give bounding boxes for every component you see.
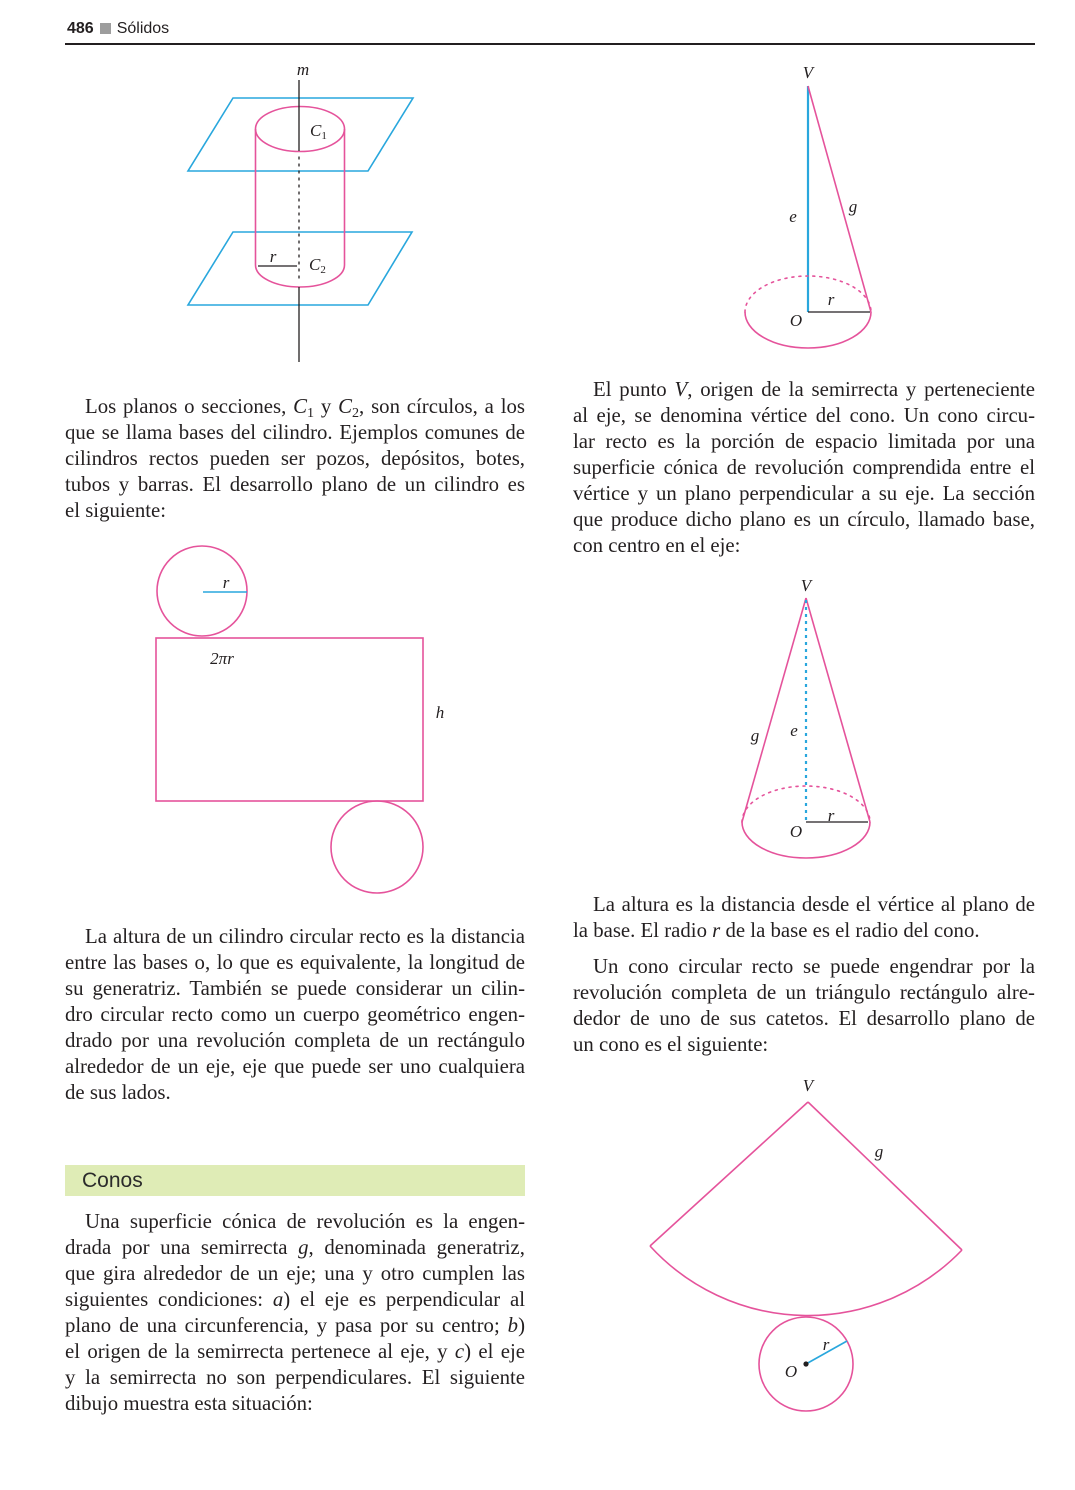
text-line (573, 1032, 1035, 1058)
text-line (65, 1028, 525, 1054)
cylinder-sections-figure (188, 60, 413, 362)
text-run: y (314, 395, 339, 418)
generatrix-line (808, 86, 871, 312)
text-run: drada por una semirrecta (65, 1236, 299, 1259)
bottom-base-arc (256, 265, 345, 287)
generatrix-label: g (874, 1142, 884, 1161)
cone-axis-figure (745, 63, 871, 348)
sector-edge-left (650, 1102, 808, 1246)
text-run: el siguiente: (65, 499, 167, 522)
chapter-title: Sólidos (116, 20, 170, 37)
text-run: ) el eje es perpendicular al (283, 1288, 526, 1311)
math-variable: c (454, 1340, 465, 1363)
text-run: ) (518, 1314, 525, 1337)
text-line (573, 455, 1035, 481)
math-variable: a (272, 1288, 284, 1311)
text-run: ) el eje (464, 1340, 526, 1363)
text-run: drado por una revolución completa de un rectángulo (65, 1029, 525, 1052)
text-run: , denominada generatriz, (308, 1236, 525, 1259)
height-label: e (790, 721, 798, 740)
cone-vertex-paragraph (573, 377, 1035, 559)
text-run: que produce dicho plano es un círculo, llamado base, (573, 508, 1035, 531)
text-run: El punto (593, 378, 675, 401)
text-line (573, 892, 1035, 918)
bottom-base-circle (331, 801, 423, 893)
text-run: de la base es el radio del cono. (720, 919, 980, 942)
text-run: y la semirrecta no son perpendiculares. El siguiente (65, 1366, 525, 1389)
text-run: el origen de la semirrecta pertenece al eje, y (65, 1340, 455, 1363)
cone-generation-paragraph (573, 954, 1035, 1058)
cone-height-paragraph (573, 892, 1035, 944)
text-run: un cono es el siguiente: (573, 1033, 769, 1056)
top-base-circle (256, 107, 345, 152)
text-line (65, 976, 525, 1002)
sector-arc (650, 1246, 962, 1316)
generatrix-left (742, 598, 806, 822)
bottom-section-index: 2 (320, 264, 326, 276)
cone-net-figure (650, 1076, 962, 1411)
text-run: la base. El radio (573, 919, 713, 942)
text-line (573, 507, 1035, 533)
page-number: 486 (67, 20, 94, 37)
vertex-label: V (802, 63, 814, 82)
text-line (573, 481, 1035, 507)
text-run: dedor de uno de sus catetos. El desarrollo plano de (573, 1007, 1035, 1030)
text-line (65, 1002, 525, 1028)
text-line (65, 1054, 525, 1080)
radius-label: r (827, 806, 835, 825)
math-variable: V (674, 378, 688, 401)
text-line (65, 498, 525, 524)
text-run: superficie cónica de revolución comprendida entre el (573, 456, 1035, 479)
text-run: su generatriz. También se puede considerar un cilin- (65, 977, 525, 1000)
text-run: Una superficie cónica de revolución es la engen- (85, 1210, 525, 1233)
lateral-rectangle (156, 638, 423, 801)
center-label: O (784, 1362, 798, 1381)
text-run: al eje, se denomina vértice del cono. Un cono circu- (573, 404, 1035, 427)
cylinder-bases-paragraph (65, 394, 525, 524)
text-run: vértice y un plano perpendicular a su eje. La sección (573, 482, 1035, 505)
top-section-label (310, 121, 327, 142)
height-label: e (789, 207, 797, 226)
top-base-circle (157, 546, 247, 636)
math-variable: C (293, 395, 307, 418)
text-line (65, 1365, 525, 1391)
base-visible-arc (742, 822, 870, 858)
text-line (573, 1006, 1035, 1032)
top-section-letter: C (310, 121, 322, 140)
section-heading-band (65, 1165, 525, 1196)
subscript: 1 (306, 404, 315, 421)
text-line (573, 980, 1035, 1006)
center-label: O (789, 822, 803, 841)
center-point (803, 1361, 808, 1366)
text-run: Los planos o secciones, (85, 395, 294, 418)
text-line (65, 1391, 525, 1417)
text-line (65, 1313, 525, 1339)
cylinder-net-figure (156, 546, 444, 893)
sector-edge-right (808, 1102, 962, 1250)
math-variable: b (507, 1314, 519, 1337)
text-run: alrededor de un eje, eje que puede ser uno cualquiera (65, 1055, 525, 1078)
text-line (65, 420, 525, 446)
axis-label: m (296, 60, 310, 79)
text-line (65, 1209, 525, 1235)
text-run: cilindros rectos pueden ser pozos, depósitos, botes, (65, 447, 525, 470)
height-label: h (435, 703, 445, 722)
circumference-label: 2πr (210, 649, 234, 668)
text-run: La altura de un cilindro circular recto es la distancia (85, 925, 525, 948)
text-line (65, 394, 525, 420)
text-line (573, 533, 1035, 559)
math-variable: r (712, 919, 721, 942)
text-run: siguientes condiciones: (65, 1288, 273, 1311)
text-line (65, 924, 525, 950)
math-variable: C (338, 395, 352, 418)
lower-plane (188, 232, 412, 305)
text-run: dibujo muestra esta situación: (65, 1392, 313, 1415)
text-line (65, 1080, 525, 1106)
bottom-section-letter: C (309, 255, 321, 274)
base-visible-arc (745, 312, 871, 348)
bottom-section-label (309, 255, 326, 276)
upper-plane (188, 98, 413, 171)
text-run: que se llama bases del cilindro. Ejemplos comunes de (65, 421, 525, 444)
text-run: La altura es la distancia desde el vértice al plano de (593, 893, 1035, 916)
text-run: con centro en el eje: (573, 534, 741, 557)
radius-label: r (222, 573, 230, 592)
text-run: Un cono circular recto se puede engendrar por la (593, 955, 1035, 978)
text-line (65, 1261, 525, 1287)
text-run: revolución completa de un triángulo rectángulo alre- (573, 981, 1035, 1004)
subscript: 2 (351, 404, 360, 421)
text-line (65, 950, 525, 976)
top-section-index: 1 (321, 130, 327, 142)
text-run: , son círculos, a los (359, 395, 525, 418)
section-heading: Conos (82, 1169, 143, 1192)
text-line (573, 429, 1035, 455)
vertex-label: V (802, 1076, 814, 1095)
text-run: entre las bases o, lo que es equivalente, la longitud de (65, 951, 525, 974)
text-line (65, 446, 525, 472)
text-line (65, 1339, 525, 1365)
radius-label: r (269, 247, 277, 266)
text-line (65, 1235, 525, 1261)
text-line (65, 1287, 525, 1313)
text-run: tubos y barras. El desarrollo plano de un cilindro es (65, 473, 525, 496)
radius-label: r (822, 1335, 830, 1354)
generatrix-label: g (848, 197, 858, 216)
conic-surface-paragraph (65, 1209, 525, 1417)
generatrix-label: g (750, 726, 760, 745)
generatrix-right (806, 598, 870, 822)
math-variable: g (298, 1236, 309, 1259)
cylinder-height-paragraph (65, 924, 525, 1106)
text-line (65, 472, 525, 498)
text-line (573, 954, 1035, 980)
text-run: plano de una circunferencia, y pasa por su centro; (65, 1314, 508, 1337)
text-line (573, 403, 1035, 429)
center-label: O (789, 311, 803, 330)
text-run: que gira alrededor de un eje; una y otro cumplen las (65, 1262, 525, 1285)
text-line (573, 377, 1035, 403)
vertex-label: V (800, 576, 812, 595)
text-run: dro circular recto como un cuerpo geométrico engen- (65, 1003, 525, 1026)
text-run: de sus lados. (65, 1081, 171, 1104)
cone-figure (742, 576, 870, 858)
radius-label: r (827, 290, 835, 309)
text-run: lar recto es la porción de espacio limitada por una (573, 430, 1035, 453)
text-line (573, 918, 1035, 944)
text-run: , origen de la semirrecta y perteneciente (687, 378, 1035, 401)
